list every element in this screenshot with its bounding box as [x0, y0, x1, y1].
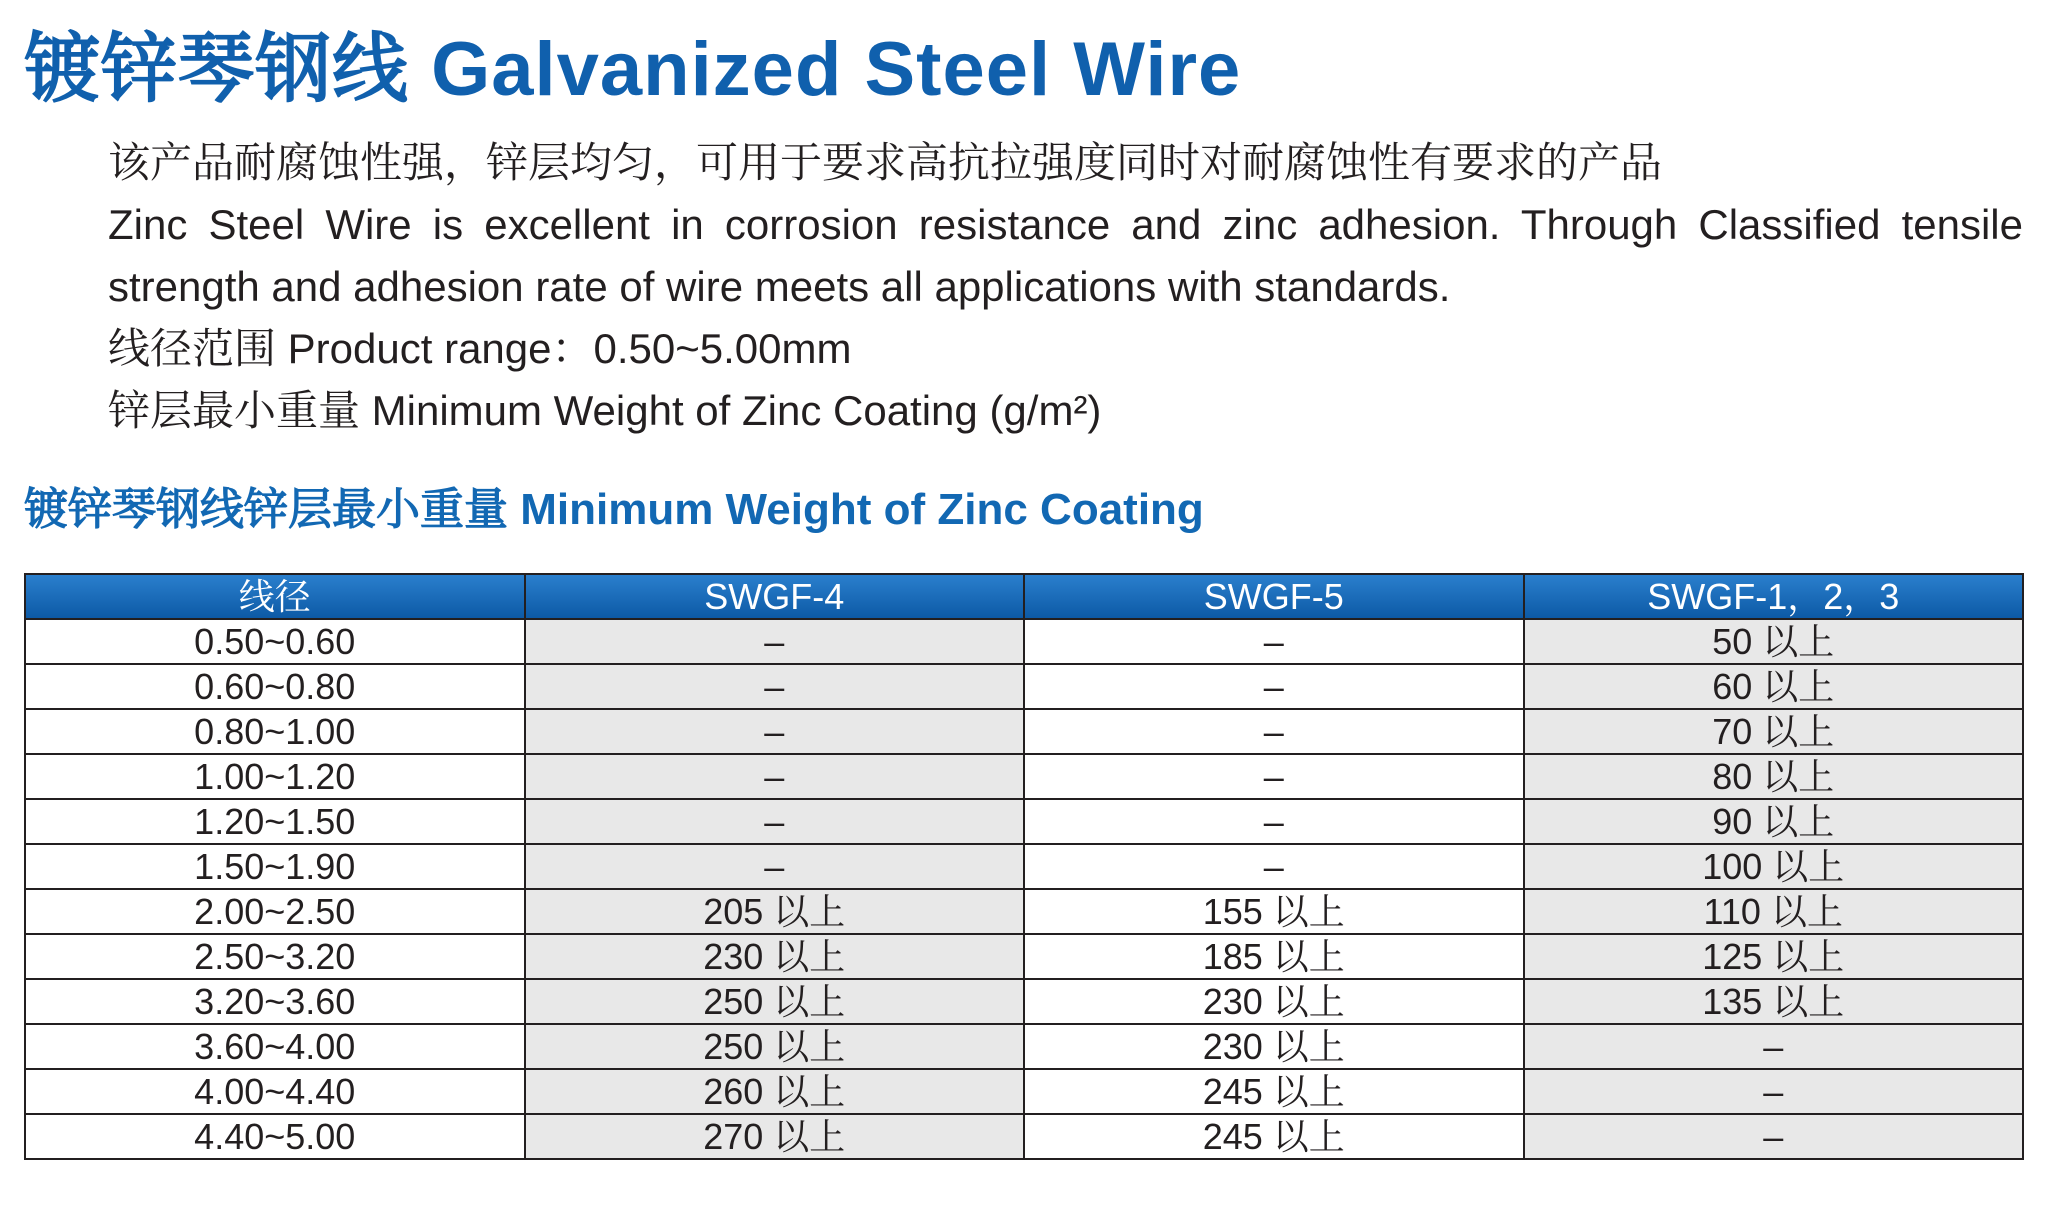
table-title: 镀锌琴钢线锌层最小重量 Minimum Weight of Zinc Coating	[24, 485, 1204, 534]
cell-swgf-1-2-3: –	[1524, 1024, 2024, 1069]
description-chinese: 该产品耐腐蚀性强，锌层均匀，可用于要求高抗拉强度同时对耐腐蚀性有要求的产品	[108, 139, 1663, 186]
cell-wire-diameter: 3.60~4.00	[25, 1024, 525, 1069]
cell-swgf-5: 230 以上	[1024, 1024, 1524, 1069]
cell-swgf-5: 155 以上	[1024, 889, 1524, 934]
cell-wire-diameter: 4.00~4.40	[25, 1069, 525, 1114]
cell-wire-diameter: 0.60~0.80	[25, 664, 525, 709]
cell-swgf-5: –	[1024, 619, 1524, 664]
header-swgf-5: SWGF-5	[1024, 574, 1524, 619]
cell-swgf-5: –	[1024, 799, 1524, 844]
cell-swgf-1-2-3: 125 以上	[1524, 934, 2024, 979]
cell-swgf-5: –	[1024, 709, 1524, 754]
table-row	[25, 754, 2023, 799]
table-row	[25, 619, 2023, 664]
table-row	[25, 934, 2023, 979]
cell-swgf-4: 260 以上	[525, 1069, 1025, 1114]
zinc-coating-table	[24, 573, 2024, 1160]
cell-wire-diameter: 2.00~2.50	[25, 889, 525, 934]
table-row	[25, 844, 2023, 889]
cell-swgf-1-2-3: 100 以上	[1524, 844, 2024, 889]
table-row	[25, 799, 2023, 844]
table-row	[25, 664, 2023, 709]
cell-wire-diameter: 3.20~3.60	[25, 979, 525, 1024]
cell-swgf-5: –	[1024, 844, 1524, 889]
cell-wire-diameter: 1.00~1.20	[25, 754, 525, 799]
cell-swgf-4: –	[525, 619, 1025, 664]
cell-swgf-5: –	[1024, 664, 1524, 709]
cell-swgf-4: 205 以上	[525, 889, 1025, 934]
cell-swgf-4: 230 以上	[525, 934, 1025, 979]
table-row	[25, 1114, 2023, 1159]
cell-swgf-4: 270 以上	[525, 1114, 1025, 1159]
cell-swgf-1-2-3: 50 以上	[1524, 619, 2024, 664]
cell-wire-diameter: 1.20~1.50	[25, 799, 525, 844]
cell-swgf-4: –	[525, 799, 1025, 844]
cell-swgf-4: –	[525, 754, 1025, 799]
cell-swgf-1-2-3: 60 以上	[1524, 664, 2024, 709]
product-range: 线径范围 Product range：0.50~5.00mm	[108, 325, 852, 372]
page-title: 镀锌琴钢线 Galvanized Steel Wire	[24, 27, 1242, 112]
table-body	[25, 619, 2023, 1159]
cell-wire-diameter: 4.40~5.00	[25, 1114, 525, 1159]
cell-swgf-4: 250 以上	[525, 1024, 1025, 1069]
cell-swgf-1-2-3: 90 以上	[1524, 799, 2024, 844]
cell-swgf-4: –	[525, 844, 1025, 889]
description-english: Zinc Steel Wire is excellent in corrosion resistance and zinc adhesion. Through Classified tensile strength and adhesion rate of wire meets all applications with standards.	[108, 201, 2023, 310]
table-row	[25, 1069, 2023, 1114]
header-wire-diameter: 线径	[25, 574, 525, 619]
cell-swgf-1-2-3: –	[1524, 1114, 2024, 1159]
table-row	[25, 979, 2023, 1024]
table-header-row	[25, 574, 2023, 619]
cell-swgf-4: –	[525, 709, 1025, 754]
cell-swgf-5: 185 以上	[1024, 934, 1524, 979]
cell-swgf-1-2-3: 110 以上	[1524, 889, 2024, 934]
cell-swgf-4: –	[525, 664, 1025, 709]
cell-swgf-1-2-3: 80 以上	[1524, 754, 2024, 799]
cell-swgf-4: 250 以上	[525, 979, 1025, 1024]
coating-weight-unit: 锌层最小重量 Minimum Weight of Zinc Coating (g/m²)	[108, 387, 1102, 434]
table-row	[25, 889, 2023, 934]
cell-swgf-1-2-3: 135 以上	[1524, 979, 2024, 1024]
cell-swgf-1-2-3: 70 以上	[1524, 709, 2024, 754]
cell-swgf-5: 245 以上	[1024, 1114, 1524, 1159]
cell-wire-diameter: 1.50~1.90	[25, 844, 525, 889]
cell-swgf-5: –	[1024, 754, 1524, 799]
product-description	[108, 132, 2028, 442]
cell-wire-diameter: 0.50~0.60	[25, 619, 525, 664]
cell-swgf-5: 230 以上	[1024, 979, 1524, 1024]
cell-wire-diameter: 2.50~3.20	[25, 934, 525, 979]
header-swgf-4: SWGF-4	[525, 574, 1025, 619]
header-swgf-1-2-3: SWGF-1，2，3	[1524, 574, 2024, 619]
cell-swgf-5: 245 以上	[1024, 1069, 1524, 1114]
cell-wire-diameter: 0.80~1.00	[25, 709, 525, 754]
table-row	[25, 1024, 2023, 1069]
cell-swgf-1-2-3: –	[1524, 1069, 2024, 1114]
table-row	[25, 709, 2023, 754]
